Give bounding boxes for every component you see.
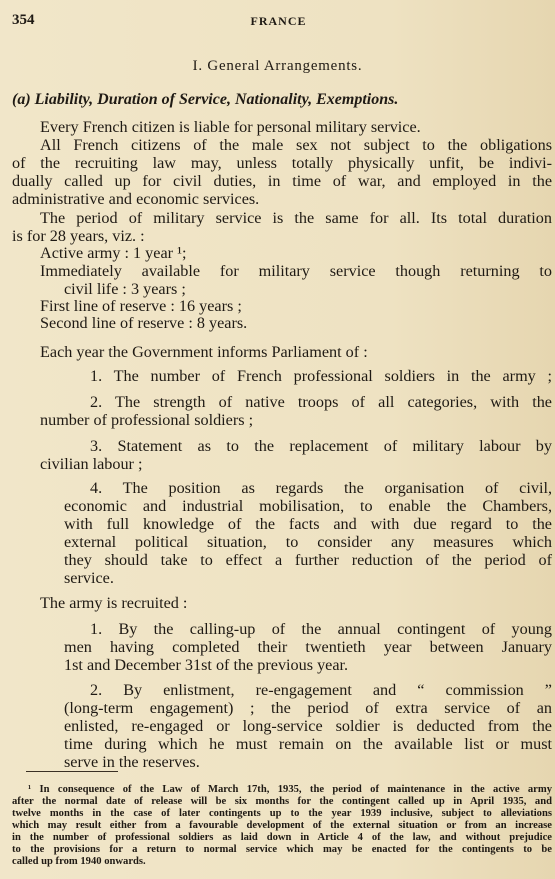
list-item: 2. The strength of native troops of all categories, with the [90, 393, 552, 411]
list-item: (long-term engagement) ; the period of extra service of an [64, 699, 552, 717]
body-line: of the recruiting law may, unless totally physically unfit, be indivi- [12, 154, 552, 172]
list-item: enlisted, re-engaged or long-service soldier is deducted from the [64, 717, 552, 735]
list-item: time during which he must remain on the available list or must [64, 735, 552, 753]
duration-item: Second line of reserve : 8 years. [40, 314, 248, 332]
list-item: economic and industrial mobilisation, to enable the Chambers, [64, 497, 552, 515]
footnote-line: which may result either from a favourable development of the external situation or from an increase [12, 820, 552, 831]
body-line: Every French citizen is liable for personal military service. [40, 118, 421, 136]
list-item: number of professional soldiers ; [40, 411, 254, 429]
duration-item: First line of reserve : 16 years ; [40, 297, 242, 315]
footnote-line: called up from 1940 onwards. [12, 856, 146, 867]
list-item: 2. By enlistment, re-engagement and “ commission ” [90, 681, 552, 699]
footnote-line: twelve months in the case of later contingents up to the year 1939 inclusive, subject to alleviations [12, 808, 552, 819]
running-head: FRANCE [250, 14, 307, 28]
footnote-line: ¹ In consequence of the Law of March 17th, 1935, the period of maintenance in the active army [28, 784, 552, 795]
body-line: is for 28 years, viz. : [12, 227, 145, 245]
footnote-line: after the normal date of release will be six months for the contingent called up in April 1935, and [12, 796, 552, 807]
body-line: All French citizens of the male sex not subject to the obligations [40, 136, 552, 154]
body-line: The period of military service is the same for all. Its total duration [40, 209, 552, 227]
footnote-line: in the number of professional soldiers as laid down in Article 4 of the law, and without prejudice [12, 832, 552, 843]
duration-item: Immediately available for military service though returning to [40, 262, 552, 280]
list-item: 1. By the calling-up of the annual contingent of young [90, 620, 552, 638]
list-item: external political situation, to consider any measures which [64, 533, 552, 551]
list-item: 3. Statement as to the replacement of military labour by [90, 437, 552, 455]
list-item: civilian labour ; [40, 455, 143, 473]
duration-item: Active army : 1 year ¹; [40, 244, 187, 262]
list-item: 1. The number of French professional soldiers in the army ; [90, 367, 552, 385]
duration-item: civil life : 3 years ; [64, 280, 186, 298]
list-item: they should take to effect a further reduction of the period of [64, 551, 552, 569]
page-header [12, 12, 545, 34]
list-item: 4. The position as regards the organisation of civil, [90, 479, 552, 497]
subheading: (a) Liability, Duration of Service, Nationality, Exemptions. [12, 91, 399, 108]
body-line: administrative and economic services. [12, 190, 260, 208]
footnote-divider [26, 771, 118, 772]
footnote-line: to the provisions for a return to normal service which may be enacted for the contingents to be [12, 844, 552, 855]
list-item: with full knowledge of the facts and with due regard to the [64, 515, 552, 533]
list-item: men having completed their twentieth year between January [64, 638, 552, 656]
section-heading: I. General Arrangements. [192, 58, 363, 74]
page-number: 354 [12, 12, 35, 28]
list-item: serve in the reserves. [64, 753, 200, 771]
body-line: dually called up for civil duties, in time of war, and employed in the [12, 172, 552, 190]
body-line: The army is recruited : [40, 594, 188, 612]
list-item: 1st and December 31st of the previous year. [64, 656, 349, 674]
body-line: Each year the Government informs Parliament of : [40, 343, 368, 361]
list-item: service. [64, 569, 114, 587]
